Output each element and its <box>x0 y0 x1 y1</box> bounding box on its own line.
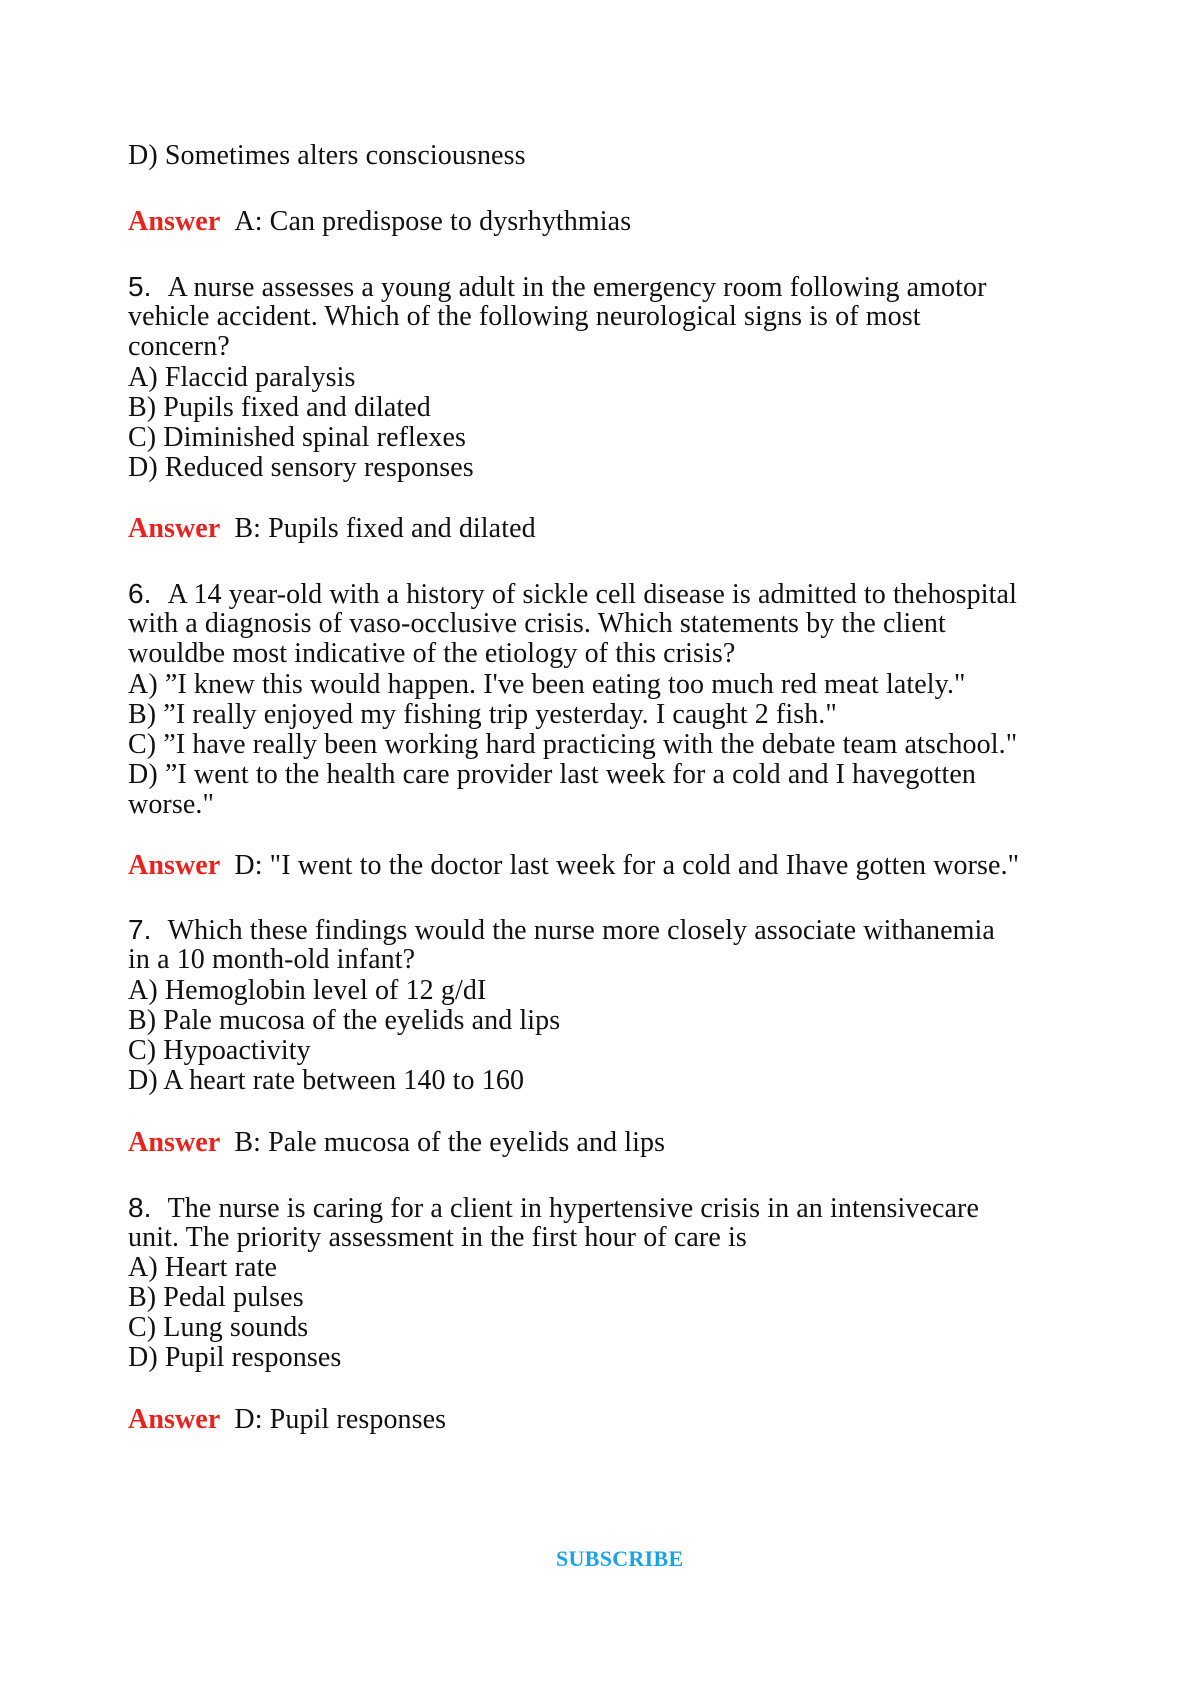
question-5-option-b: B) Pupils fixed and dilated <box>128 392 431 423</box>
answer-line <box>128 206 631 238</box>
question-5-answer <box>128 513 536 545</box>
question-7-option-c: C) Hypoactivity <box>128 1035 311 1066</box>
question-5-option-c: C) Diminished spinal reflexes <box>128 422 467 453</box>
question-6-option-c: C) ”I have really been working hard practicing with the debate team atschool." <box>128 729 1018 760</box>
question-text: The nurse is caring for a client in hypertensive crisis in an intensivecare <box>167 1193 979 1224</box>
question-8-option-a: A) Heart rate <box>128 1252 277 1283</box>
question-7-option-a: A) Hemoglobin level of 12 g/dI <box>128 975 487 1006</box>
question-5-option-a: A) Flaccid paralysis <box>128 362 356 393</box>
question-8-line-1 <box>128 1192 979 1225</box>
option-d: D) Sometimes alters consciousness <box>128 140 526 171</box>
question-text: A 14 year-old with a history of sickle cell disease is admitted to thehospital <box>167 579 1017 610</box>
question-8-option-d: D) Pupil responses <box>128 1342 342 1373</box>
subscribe-link[interactable]: SUBSCRIBE <box>556 1546 684 1571</box>
question-7-option-d: D) A heart rate between 140 to 160 <box>128 1065 525 1096</box>
question-5-option-d: D) Reduced sensory responses <box>128 452 474 483</box>
answer-label: Answer <box>128 1404 221 1435</box>
question-6-line-3: wouldbe most indicative of the etiology of this crisis? <box>128 638 736 669</box>
question-text: Which these findings would the nurse more closely associate withanemia <box>167 915 995 946</box>
question-6-line-2: with a diagnosis of vaso-occlusive crisis. Which statements by the client <box>128 608 946 639</box>
question-7-line-1 <box>128 914 995 947</box>
question-5-line-2: vehicle accident. Which of the following neurological signs is of most <box>128 301 921 332</box>
answer-text: D: Pupil responses <box>234 1404 447 1435</box>
question-number: 7. <box>128 914 152 945</box>
answer-label: Answer <box>128 850 221 881</box>
question-7-line-2: in a 10 month-old infant? <box>128 944 416 975</box>
answer-text: A: Can predispose to dysrhythmias <box>234 206 632 237</box>
question-6-line-1 <box>128 578 1017 611</box>
question-6-option-a: A) ”I knew this would happen. I've been eating too much red meat lately." <box>128 669 966 700</box>
question-number: 8. <box>128 1192 152 1223</box>
answer-label: Answer <box>128 206 221 237</box>
question-7-answer <box>128 1127 665 1159</box>
question-text: A nurse assesses a young adult in the emergency room following amotor <box>167 272 987 303</box>
question-8-option-c: C) Lung sounds <box>128 1312 309 1343</box>
question-6-option-d: D) ”I went to the health care provider last week for a cold and I havegotten <box>128 759 977 790</box>
question-number: 6. <box>128 578 152 609</box>
question-6-answer <box>128 850 1019 882</box>
question-5-line-3: concern? <box>128 331 230 362</box>
answer-label: Answer <box>128 513 221 544</box>
answer-label: Answer <box>128 1127 221 1158</box>
answer-text: B: Pupils fixed and dilated <box>234 513 536 544</box>
question-6-option-b: B) ”I really enjoyed my fishing trip yesterday. I caught 2 fish." <box>128 699 837 730</box>
question-number: 5. <box>128 271 152 302</box>
question-6-option-d-cont: worse." <box>128 789 214 820</box>
question-7-option-b: B) Pale mucosa of the eyelids and lips <box>128 1005 561 1036</box>
answer-text: B: Pale mucosa of the eyelids and lips <box>234 1127 666 1158</box>
document-page <box>128 0 1128 1685</box>
question-8-line-2: unit. The priority assessment in the first hour of care is <box>128 1222 747 1253</box>
question-8-option-b: B) Pedal pulses <box>128 1282 304 1313</box>
answer-text: D: "I went to the doctor last week for a cold and Ihave gotten worse." <box>234 850 1020 881</box>
question-5-line-1 <box>128 271 987 304</box>
question-8-answer <box>128 1404 446 1436</box>
